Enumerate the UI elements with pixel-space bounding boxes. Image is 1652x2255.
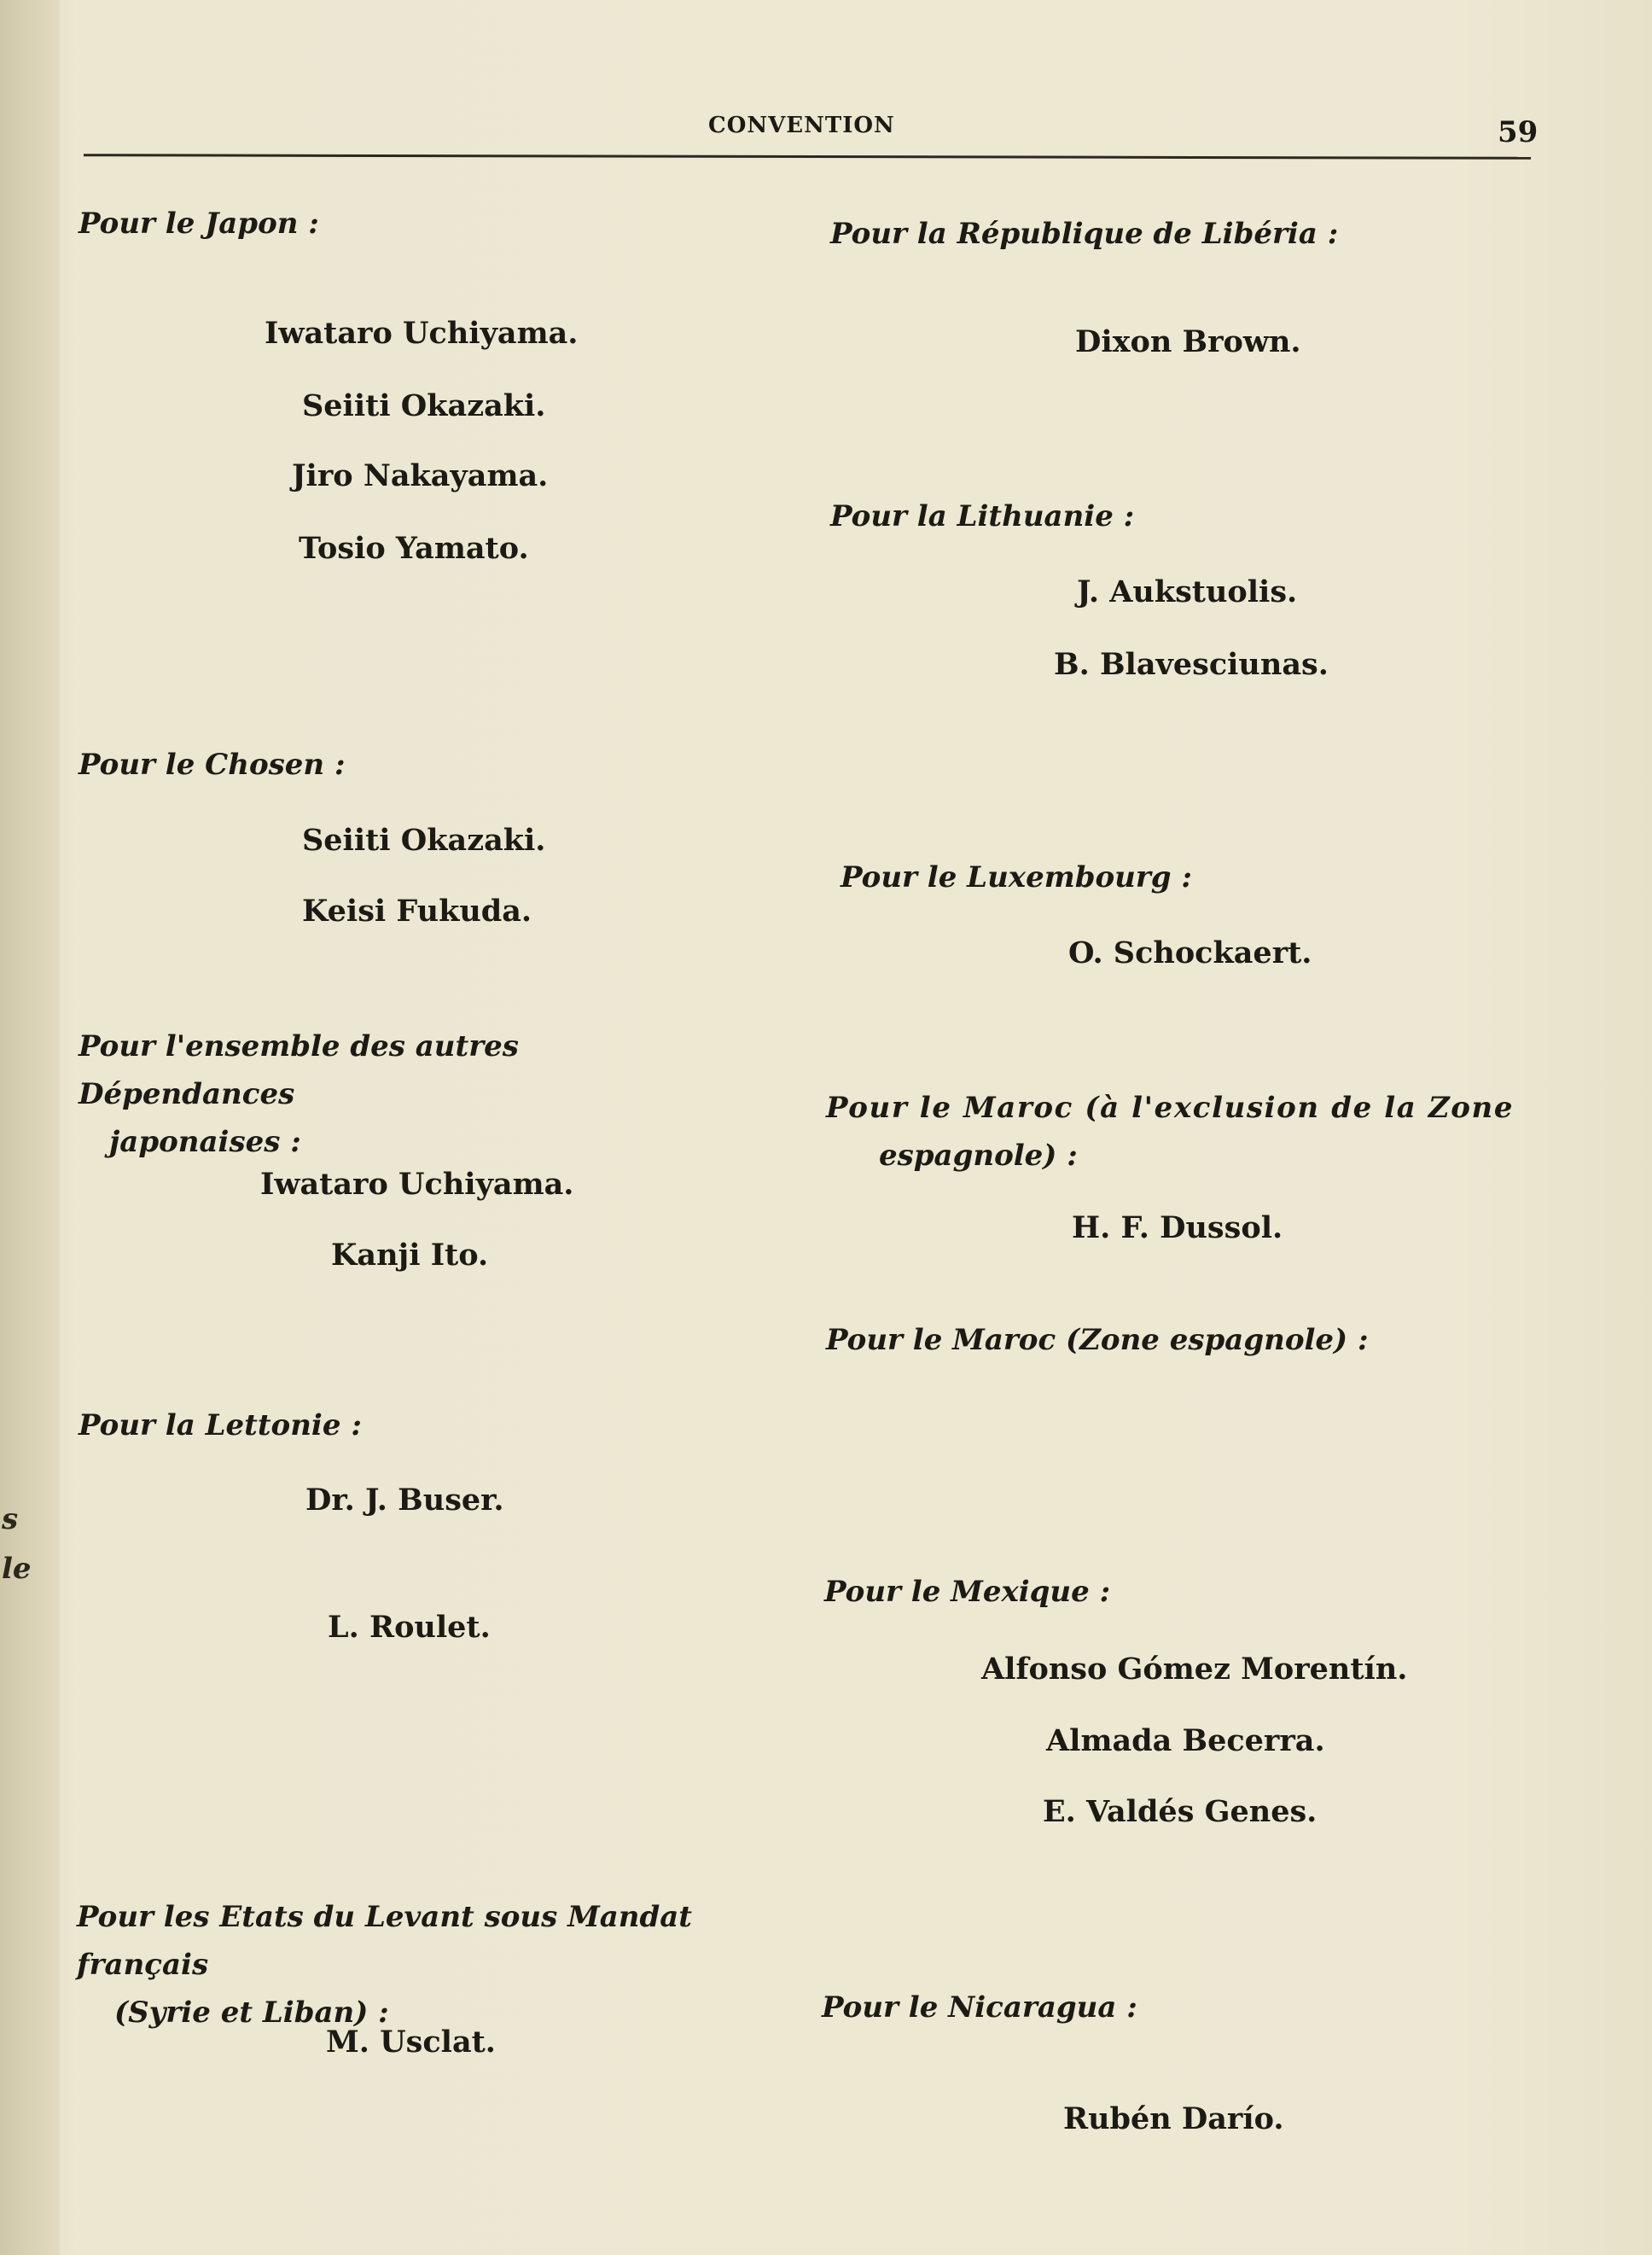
country-heading-nicaragua: Pour le Nicaragua : [822, 1990, 1137, 2025]
heading-line: Pour le Maroc (à l'exclusion de la Zone [826, 1091, 1515, 1125]
signatory: M. Usclat. [326, 2025, 496, 2060]
signatory: L. Roulet. [328, 1610, 491, 1645]
signatory: Tosio Yamato. [299, 531, 529, 566]
country-heading-luxembourg: Pour le Luxembourg : [841, 860, 1192, 894]
country-heading-dependances-japonaises [79, 1023, 744, 1166]
page-number: 59 [1498, 115, 1539, 149]
signatory: Dixon Brown. [1075, 324, 1301, 359]
running-header: CONVENTION [708, 113, 895, 138]
signatory: Almada Becerra. [1046, 1723, 1325, 1758]
heading-line: espagnole) : [879, 1139, 1078, 1173]
signatory: E. Valdés Genes. [1043, 1794, 1318, 1829]
signatory: H. F. Dussol. [1072, 1210, 1283, 1245]
heading-line: (Syrie et Liban) : [114, 1996, 389, 2030]
signatory: Iwataro Uchiyama. [265, 316, 579, 351]
gutter-fragment: le [2, 1552, 32, 1586]
signatory: Alfonso Gómez Morentín. [981, 1652, 1408, 1687]
signatory: Keisi Fukuda. [302, 894, 532, 929]
signatory: Kanji Ito. [331, 1238, 489, 1273]
country-heading-japon: Pour le Japon : [79, 207, 319, 241]
country-heading-lettonie: Pour la Lettonie : [79, 1408, 362, 1442]
heading-line: Pour les Etats du Levant sous Mandat français [77, 1900, 692, 1982]
signatory: Seiiti Okazaki. [302, 388, 546, 423]
gutter-fragment: s [2, 1502, 19, 1536]
country-heading-maroc [826, 1084, 1534, 1180]
signatory: Jiro Nakayama. [292, 458, 549, 493]
signatory: Rubén Darío. [1063, 2101, 1284, 2136]
signatory: O. Schockaert. [1068, 935, 1312, 970]
country-heading-chosen: Pour le Chosen : [79, 748, 346, 782]
country-heading-maroc-zone-espagnole: Pour le Maroc (Zone espagnole) : [826, 1323, 1369, 1357]
signatory: B. Blavesciunas. [1054, 647, 1329, 682]
country-heading-lithuanie: Pour la Lithuanie : [830, 499, 1135, 533]
heading-line: Pour l'ensemble des autres Dépendances [79, 1029, 519, 1111]
country-heading-etats-du-levant [77, 1893, 811, 2036]
country-heading-liberia: Pour la République de Libéria : [830, 217, 1339, 251]
signatory: Iwataro Uchiyama. [260, 1167, 574, 1202]
header-rule [84, 154, 1531, 160]
signatory: J. Aukstuolis. [1077, 574, 1298, 609]
country-heading-mexique: Pour le Mexique : [824, 1575, 1111, 1609]
facing-page-gutter [0, 0, 60, 2255]
signatory: Dr. J. Buser. [305, 1483, 504, 1518]
heading-line: japonaises : [109, 1125, 301, 1159]
signatory: Seiiti Okazaki. [302, 823, 546, 858]
